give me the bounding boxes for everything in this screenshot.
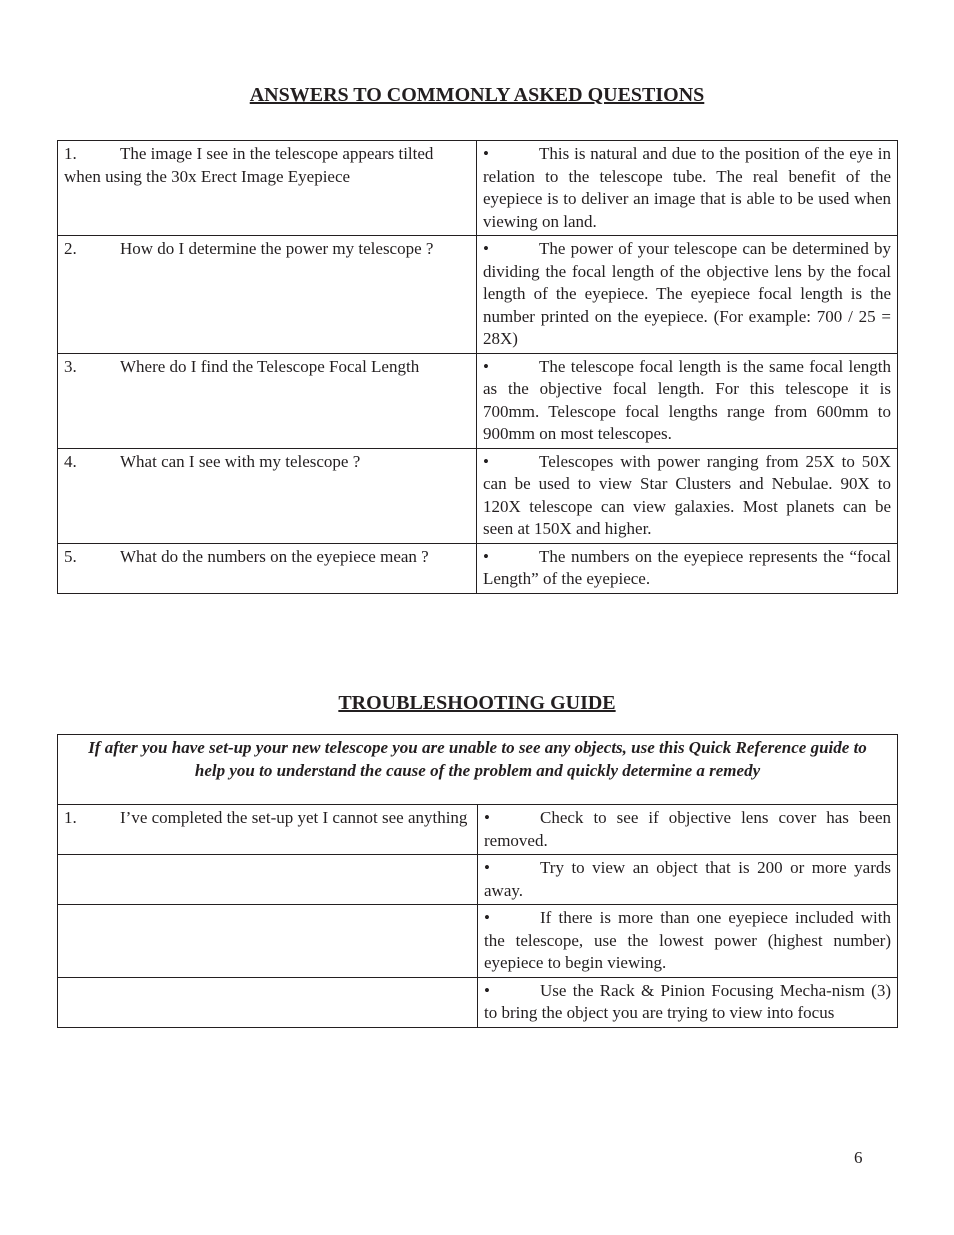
question-cell: [58, 543, 477, 593]
faq-table: [57, 140, 898, 594]
table-row: [58, 236, 898, 354]
row-number: 1.: [64, 808, 77, 827]
answer-cell: [478, 977, 898, 1027]
question-text: What do the numbers on the eyepiece mean ?: [120, 546, 429, 566]
question-cell: [58, 353, 477, 448]
question-text: I’ve completed the set-up yet I cannot see anything: [120, 808, 468, 827]
answer-cell: [477, 236, 898, 354]
answer-text: The power of your telescope can be determined by dividing the focal length of the objective lens by the focal length of the eyepiece. The eyepiece focal length is the number printed on the eyepiece. (For example: 700 / 25 = 28X): [483, 239, 891, 348]
bullet-icon: •: [484, 808, 490, 827]
row-number: 5.: [64, 546, 77, 566]
answer-text: The telescope focal length is the same focal length as the objective focal length. For this telescope it is 700mm. Telescope focal lengths range from 600mm to 900mm on most telescopes.: [483, 356, 891, 443]
row-number: 2.: [64, 239, 77, 258]
answer-text: If there is more than one eyepiece included with the telescope, use the lowest power (highest number) eyepiece to begin viewing.: [484, 908, 891, 972]
answer-cell: [477, 141, 898, 236]
troubleshooting-table: [57, 734, 898, 1028]
question-cell: [58, 236, 477, 354]
question-cell: [58, 905, 478, 978]
question-text: The image I see in the telescope appears tilted when using the 30x Erect Image Eyepiece: [64, 144, 434, 186]
intro-row: [58, 735, 898, 805]
answer-text: The numbers on the eyepiece represents the “focal Length” of the eyepiece.: [483, 546, 891, 588]
question-cell: [58, 448, 477, 543]
bullet-icon: •: [483, 451, 489, 471]
question-cell: [58, 805, 478, 855]
answer-text: This is natural and due to the position of the eye in relation to the telescope tube. The real benefit of the eyepiece is to deliver an image that is able to be used when viewing on land.: [483, 144, 891, 231]
question-text: What can I see with my telescope ?: [120, 451, 361, 471]
bullet-icon: •: [483, 356, 489, 376]
question-cell: [58, 977, 478, 1027]
faq-heading: ANSWERS TO COMMONLY ASKED QUESTIONS: [249, 84, 705, 106]
answer-text: Telescopes with power ranging from 25X to 50X can be used to view Star Clusters and Nebulae. 90X to 120X telescope can view galaxies. Most planets can be seen at 150X and higher.: [483, 451, 891, 538]
answer-text: Try to view an object that is 200 or more yards away.: [484, 858, 891, 900]
table-row: [58, 905, 898, 978]
table-row: [58, 855, 898, 905]
answer-cell: [478, 805, 898, 855]
table-row: [58, 977, 898, 1027]
answer-cell: [477, 353, 898, 448]
troubleshooting-heading: TROUBLESHOOTING GUIDE: [338, 692, 616, 714]
page-number: 6: [854, 1148, 863, 1167]
bullet-icon: •: [483, 144, 489, 163]
intro-text: If after you have set-up your new telescope you are unable to see any objects, use this Quick Reference guide to help you to understand the cause of the problem and quickly determine a remedy: [58, 735, 898, 805]
row-number: 1.: [64, 144, 77, 163]
table-row: [58, 141, 898, 236]
table-row: [58, 805, 898, 855]
question-text: Where do I find the Telescope Focal Length: [120, 356, 420, 376]
question-text: How do I determine the power my telescope ?: [120, 239, 434, 258]
answer-cell: [477, 543, 898, 593]
row-number: 4.: [64, 451, 77, 471]
question-cell: [58, 141, 477, 236]
bullet-icon: •: [484, 858, 490, 877]
bullet-icon: •: [484, 908, 490, 927]
answer-cell: [478, 855, 898, 905]
table-row: [58, 543, 898, 593]
answer-text: Check to see if objective lens cover has been removed.: [484, 808, 891, 850]
answer-cell: [478, 905, 898, 978]
table-row: [58, 353, 898, 448]
bullet-icon: •: [483, 239, 489, 258]
row-number: 3.: [64, 356, 77, 376]
bullet-icon: •: [483, 546, 489, 566]
question-cell: [58, 855, 478, 905]
answer-cell: [477, 448, 898, 543]
bullet-icon: •: [484, 980, 490, 1000]
table-row: [58, 448, 898, 543]
answer-text: Use the Rack & Pinion Focusing Mecha-nism (3) to bring the object you are trying to view into focus: [484, 980, 891, 1022]
